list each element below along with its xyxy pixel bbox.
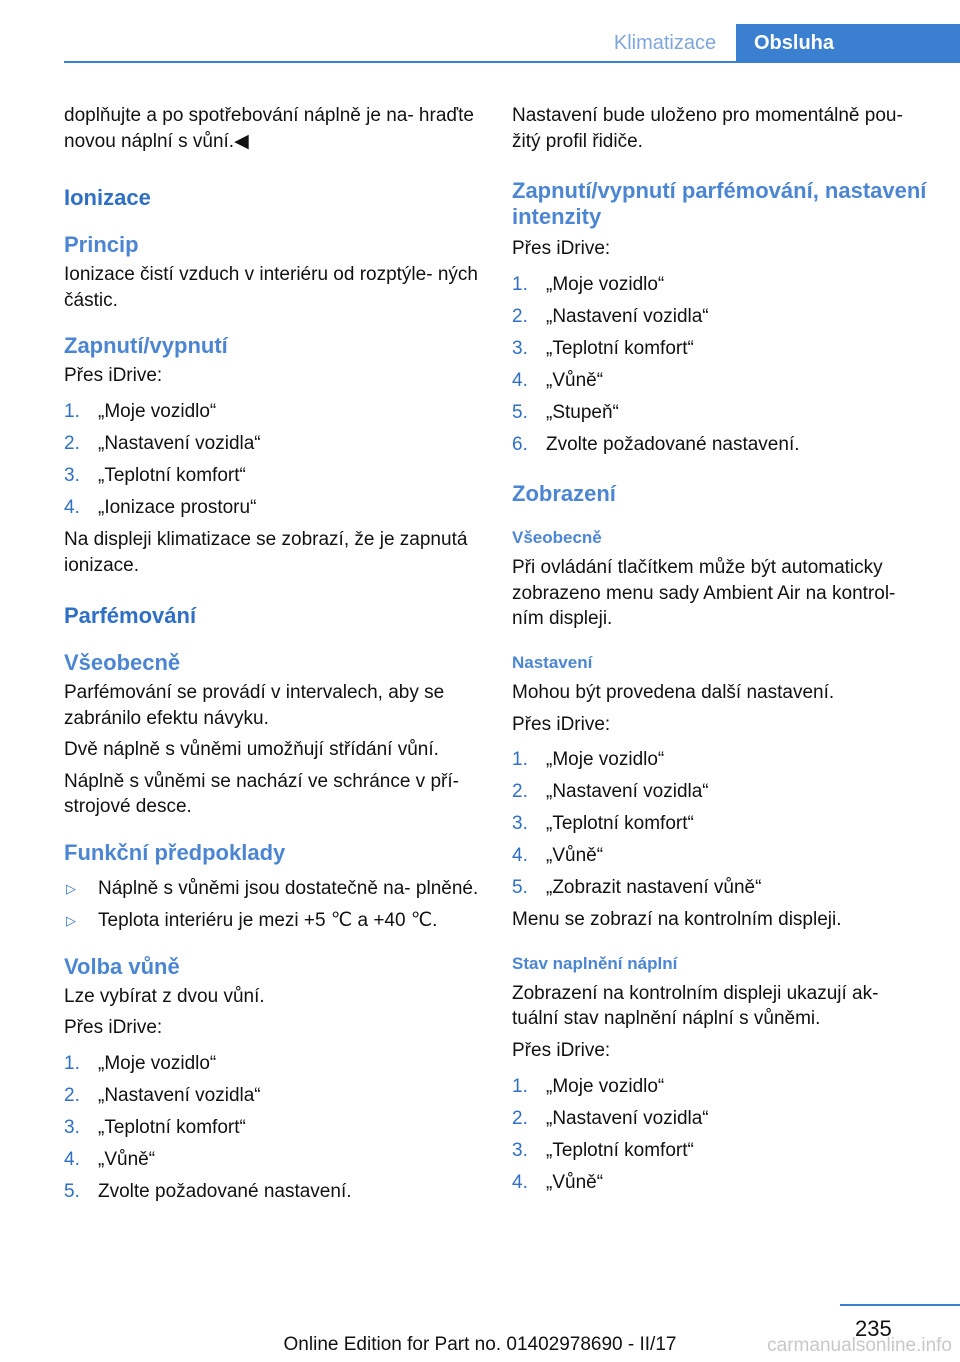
footer-rule	[840, 1304, 960, 1306]
step-number: 1.	[512, 749, 528, 771]
step-text: „Moje vozidlo“	[98, 1052, 217, 1074]
list-item	[64, 1179, 482, 1205]
intenzita-steps	[512, 272, 930, 458]
list-item	[512, 811, 930, 837]
list-item	[512, 1170, 930, 1196]
heading-nastaveni: Nastavení	[512, 653, 593, 673]
vseobecne-paragraph-2: Dvě náplně s vůněmi umožňují střídání vůní.	[64, 739, 439, 761]
step-number: 6.	[512, 433, 528, 455]
step-number: 5.	[512, 877, 528, 899]
funkcni-list	[64, 876, 482, 934]
step-text: „Nastavení vozidla“	[546, 1107, 709, 1129]
heading-vseobecne-right: Všeobecně	[512, 528, 602, 548]
list-item	[512, 1106, 930, 1132]
bullet-text: Náplně s vůněmi jsou dostatečně na‐ plněné.	[98, 878, 479, 900]
princip-text: Ionizace čistí vzduch v interiéru od rozptýle‐ ných částic.	[64, 264, 478, 311]
list-item	[512, 1074, 930, 1100]
list-item	[64, 431, 482, 457]
step-text: „Vůně“	[546, 845, 604, 867]
step-number: 3.	[64, 1116, 80, 1138]
zapnuti-steps	[64, 399, 482, 521]
nastaveni-note: Menu se zobrazí na kontrolním displeji.	[512, 909, 842, 931]
watermark: carmanualsonline.info	[767, 1335, 952, 1356]
nastaveni-steps	[512, 747, 930, 901]
intenzita-intro: Přes iDrive:	[512, 238, 611, 260]
step-number: 3.	[512, 1139, 528, 1161]
step-number: 1.	[64, 400, 80, 422]
step-text: „Vůně“	[98, 1148, 156, 1170]
vseobecne-paragraph-3: Náplně s vůněmi se nachází ve schránce v pří‐ strojové desce.	[64, 770, 459, 818]
step-text: „Nastavení vozidla“	[546, 781, 709, 803]
heading-ionizace: Ionizace	[64, 185, 151, 211]
step-number: 3.	[512, 337, 528, 359]
step-text: „Nastavení vozidla“	[98, 432, 261, 454]
step-text: „Teplotní komfort“	[546, 1139, 694, 1161]
step-number: 4.	[64, 496, 80, 518]
step-text: „Vůně“	[546, 1171, 604, 1193]
heading-princip: Princip	[64, 232, 139, 258]
step-number: 3.	[512, 813, 528, 835]
volba-paragraph: Lze vybírat z dvou vůní.	[64, 985, 265, 1007]
heading-stav-naplneni: Stav naplnění náplní	[512, 953, 678, 973]
step-number: 2.	[512, 1107, 528, 1129]
vseobecne-paragraph-1: Parfémování se provádí v intervalech, aby se zabránilo efektu návyku.	[64, 682, 445, 729]
list-item	[64, 1051, 482, 1077]
step-number: 5.	[64, 1180, 80, 1202]
zapnuti-note: Na displeji klimatizace se zobrazí, že je zapnutá ionizace.	[64, 528, 468, 576]
step-text: „Moje vozidlo“	[546, 273, 665, 295]
list-item	[512, 336, 930, 362]
step-text: Zvolte požadované nastavení.	[546, 433, 800, 455]
heading-funkcni-predpoklady: Funkční předpoklady	[64, 840, 286, 866]
heading-volba-vune: Volba vůně	[64, 953, 180, 979]
list-item	[512, 779, 930, 805]
bullet-text: Teplota interiéru je mezi +5 ℃ a +40 ℃.	[98, 910, 438, 932]
header-rule	[64, 61, 960, 63]
step-text: „Vůně“	[546, 369, 604, 391]
step-text: „Teplotní komfort“	[546, 337, 694, 359]
heading-vseobecne: Všeobecně	[64, 650, 181, 676]
page-number: 235	[855, 1316, 892, 1341]
step-text: „Nastavení vozidla“	[546, 305, 709, 327]
left-column	[64, 103, 482, 1211]
list-item	[512, 875, 930, 901]
right-intro-paragraph: Nastavení bude uloženo pro momentálně pou‐ žitý profil řidiče.	[512, 105, 903, 152]
step-number: 5.	[512, 401, 528, 423]
step-text: Zvolte požadované nastavení.	[98, 1180, 352, 1202]
step-number: 1.	[512, 273, 528, 295]
nastaveni-text: Mohou být provedena další nastavení.	[512, 682, 835, 704]
triangle-bullet-icon: ▷	[66, 913, 76, 929]
volba-steps	[64, 1051, 482, 1205]
step-number: 2.	[512, 305, 528, 327]
list-item	[512, 304, 930, 330]
stav-intro: Přes iDrive:	[512, 1039, 611, 1061]
volba-intro: Přes iDrive:	[64, 1017, 163, 1039]
step-number: 4.	[512, 1171, 528, 1193]
step-number: 2.	[64, 1084, 80, 1106]
list-item	[512, 272, 930, 298]
list-item	[64, 1083, 482, 1109]
step-text: „Moje vozidlo“	[546, 749, 665, 771]
step-number: 3.	[64, 464, 80, 486]
list-item	[512, 1138, 930, 1164]
step-number: 1.	[64, 1052, 80, 1074]
zapnuti-intro: Přes iDrive:	[64, 365, 163, 387]
stav-steps	[512, 1074, 930, 1196]
header-chapter-tab: Obsluha	[736, 24, 960, 62]
step-number: 4.	[512, 369, 528, 391]
list-item	[512, 432, 930, 458]
step-text: „Teplotní komfort“	[98, 1116, 246, 1138]
right-column	[512, 103, 930, 1202]
edition-text: Online Edition for Part no. 01402978690 - II/17	[283, 1334, 677, 1355]
list-item	[64, 908, 482, 934]
step-text: „Teplotní komfort“	[98, 464, 246, 486]
list-item	[512, 368, 930, 394]
list-item	[64, 495, 482, 521]
step-number: 2.	[64, 432, 80, 454]
list-item	[512, 843, 930, 869]
stav-text: Zobrazení na kontrolním displeji ukazují ak‐ tuální stav naplnění náplní s vůněmi.	[512, 982, 879, 1030]
step-text: „Moje vozidlo“	[546, 1075, 665, 1097]
heading-parfemovani: Parfémování	[64, 603, 197, 629]
list-item	[512, 747, 930, 773]
step-text: „Zobrazit nastavení vůně“	[546, 877, 762, 899]
heading-zapnuti: Zapnutí/vypnutí	[64, 333, 228, 359]
heading-intenzita: Zapnutí/vypnutí parfémování, nastavení intenzity	[512, 178, 927, 230]
step-number: 4.	[64, 1148, 80, 1170]
list-item	[512, 400, 930, 426]
step-number: 2.	[512, 781, 528, 803]
list-item	[64, 1147, 482, 1173]
step-number: 4.	[512, 845, 528, 867]
intro-paragraph: doplňujte a po spotřebování náplně je na‐ hraďte novou náplní s vůní.◀	[64, 105, 474, 152]
heading-zobrazeni: Zobrazení	[512, 481, 616, 507]
vseobecne-right-text: Při ovládání tlačítkem může být automaticky zobrazeno menu sady Ambient Air na kontrol‐ ním displeji.	[512, 557, 896, 630]
triangle-bullet-icon: ▷	[66, 881, 76, 897]
step-text: „Nastavení vozidla“	[98, 1084, 261, 1106]
nastaveni-intro: Přes iDrive:	[512, 713, 611, 735]
list-item	[64, 1115, 482, 1141]
step-text: „Moje vozidlo“	[98, 400, 217, 422]
step-number: 1.	[512, 1075, 528, 1097]
step-text: „Teplotní komfort“	[546, 813, 694, 835]
list-item	[64, 876, 482, 902]
step-text: „Ionizace prostoru“	[98, 496, 257, 518]
list-item	[64, 399, 482, 425]
list-item	[64, 463, 482, 489]
header-section-tab: Klimatizace	[613, 32, 717, 54]
step-text: „Stupeň“	[546, 401, 619, 423]
